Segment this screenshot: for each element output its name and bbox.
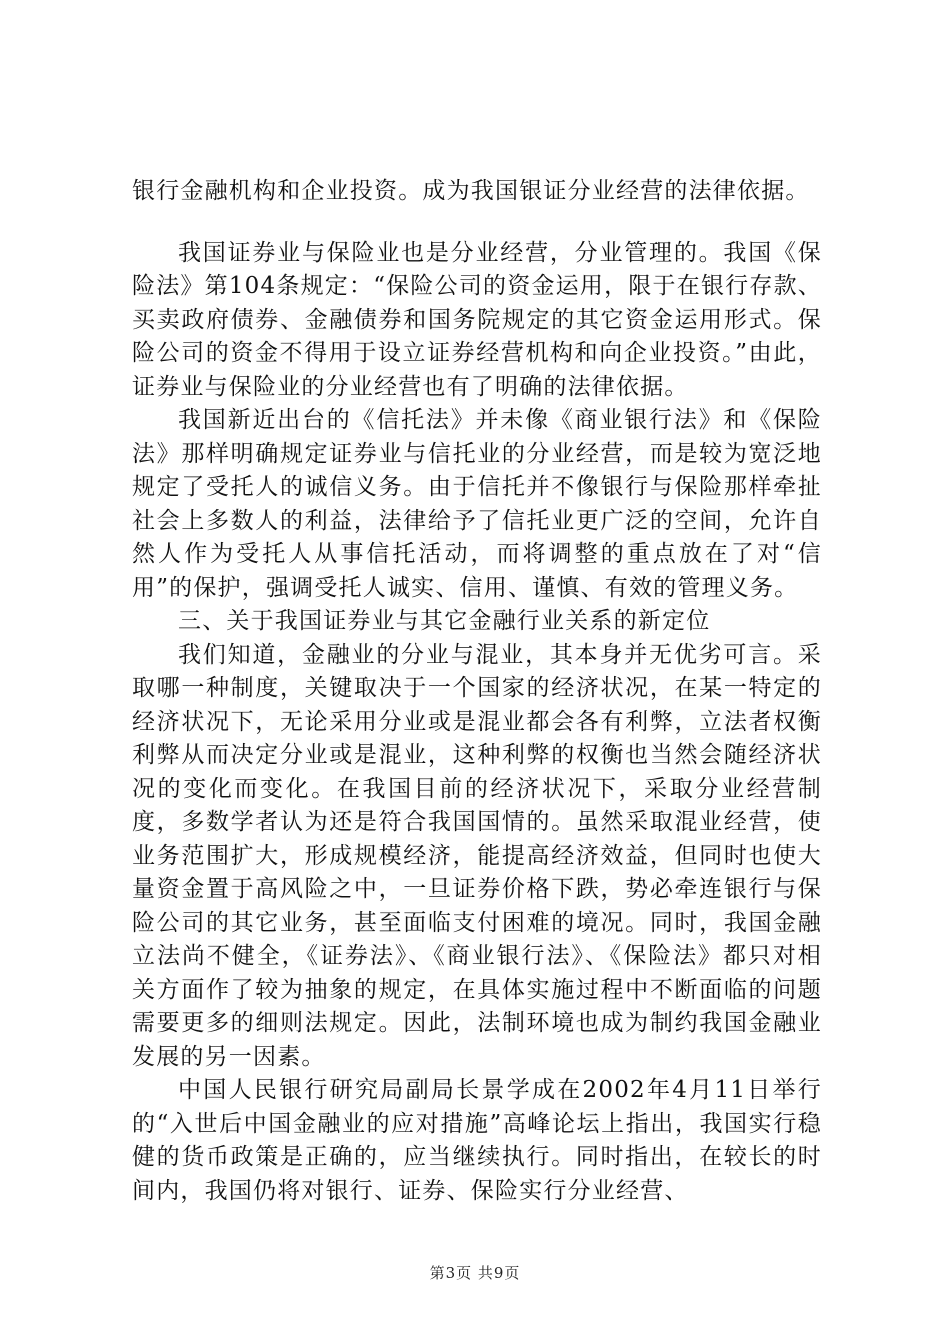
paragraph-central-bank: 中国人民银行研究局副局长景学成在2002年4月11日举行的“入世后中国金融业的应对措施”高峰论坛上指出，我国实行稳健的货币政策是正确的，应当继续执行。同时指出，在较长的时间内，我国仍将对银行、证券、保险实行分业经营、 bbox=[132, 1077, 822, 1204]
document-body bbox=[132, 175, 822, 1208]
paragraph-insurance-law: 我国证券业与保险业也是分业经营，分业管理的。我国《保险法》第104条规定：“保险公司的资金运用，限于在银行存款、买卖政府债券、金融债券和国务院规定的其它资金运用形式。保险公司的资金不得用于设立证券经营机构和向企业投资。”由此，证券业与保险业的分业经营也有了明确的法律依据。 bbox=[132, 239, 822, 400]
paragraph-continuation: 银行金融机构和企业投资。成为我国银证分业经营的法律依据。 bbox=[132, 178, 810, 204]
page-number: 第3页 共9页 bbox=[429, 1264, 521, 1282]
paragraph-trust-law: 我国新近出台的《信托法》并未像《商业银行法》和《保险法》那样明确规定证券业与信托业的分业经营，而是较为宽泛地规定了受托人的诚信义务。由于信托并不像银行与保险那样牵扯社会上多数人的利益，法律给予了信托业更广泛的空间，允许自然人作为受托人从事信托活动，而将调整的重点放在了对“信用”的保护，强调受托人诚实、信用、谨慎、有效的管理义务。 bbox=[132, 407, 822, 601]
paragraph-separate-vs-mixed: 我们知道，金融业的分业与混业，其本身并无优劣可言。采取哪一种制度，关键取决于一个国家的经济状况，在某一特定的经济状况下，无论采用分业或是混业都会各有利弊，立法者权衡利弊从而决定分业或是混业，这种利弊的权衡也当然会随经济状况的变化而变化。在我国目前的经济状况下，采取分业经营制度，多数学者认为还是符合我国国情的。虽然采取混业经营，使业务范围扩大，形成规模经济，能提高经济效益，但同时也使大量资金置于高风险之中，一旦证券价格下跌，势必牵连银行与保险公司的其它业务，甚至面临支付困难的境况。同时，我国金融立法尚不健全，《证券法》、《商业银行法》、《保险法》都只对相关方面作了较为抽象的规定，在具体实施过程中不断面临的问题需要更多的细则法规定。因此，法制环境也成为制约我国金融业发展的另一因素。 bbox=[132, 641, 822, 1070]
section-heading: 三、关于我国证券业与其它金融行业关系的新定位 bbox=[178, 608, 711, 634]
